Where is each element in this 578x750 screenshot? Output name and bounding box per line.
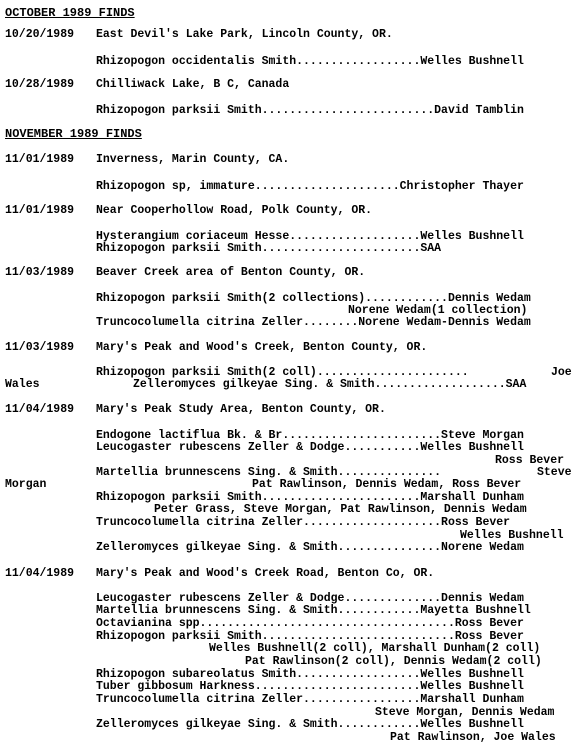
collector-continuation: Peter Grass, Steve Morgan, Pat Rawlinson, Dennis Wedam (154, 503, 527, 516)
collector-continuation: Pat Rawlinson(2 coll), Dennis Wedam(2 coll) (245, 655, 542, 668)
specimen-line: Zelleromyces gilkeyae Sing. & Smith...............Norene Wedam (96, 541, 524, 554)
specimen-line: Truncocolumella citrina Zeller........Norene Wedam-Dennis Wedam (96, 316, 531, 329)
specimen-line: Rhizopogon occidentalis Smith..................Welles Bushnell (96, 55, 524, 68)
collector-continuation: Welles Bushnell (460, 529, 564, 542)
collector-continuation: Ross Bever (495, 454, 565, 467)
entry-date: 10/28/1989 (5, 78, 75, 91)
entry-date: 11/04/1989 (5, 567, 75, 580)
section-heading-november: NOVEMBER 1989 FINDS (5, 127, 142, 141)
entry-location: Beaver Creek area of Benton County, OR. (96, 266, 366, 279)
specimen-line: Leucogaster rubescens Zeller & Dodge...........Welles Bushnell (96, 441, 524, 454)
collector-continuation: Wales (5, 378, 40, 391)
collector-continuation: Morgan (5, 478, 47, 491)
specimen-line: Rhizopogon sp, immature.....................Christopher Thayer (96, 180, 524, 193)
specimen-line: Rhizopogon parksii Smith.......................Marshall Dunham (96, 491, 524, 504)
entry-location: East Devil's Lake Park, Lincoln County, OR. (96, 28, 393, 41)
entry-location: Mary's Peak and Wood's Creek, Benton County, OR. (96, 341, 428, 354)
specimen-line: Zelleromyces gilkeyae Sing. & Smith............Welles Bushnell (96, 718, 524, 731)
specimen-line: Rhizopogon parksii Smith(2 collections)............Dennis Wedam (96, 292, 531, 305)
specimen-line: Truncocolumella citrina Zeller.................Marshall Dunham (96, 693, 524, 706)
entry-location: Inverness, Marin County, CA. (96, 153, 290, 166)
collector-continuation: Pat Rawlinson, Joe Wales (390, 731, 556, 744)
entry-location: Chilliwack Lake, B C, Canada (96, 78, 290, 91)
specimen-line: Octavianina spp.....................................Ross Bever (96, 617, 524, 630)
entry-date: 11/01/1989 (5, 153, 75, 166)
collector-name: Steve (537, 466, 572, 479)
specimen-line: Zelleromyces gilkeyae Sing. & Smith...................SAA (133, 378, 527, 391)
specimen-line: Rhizopogon subareolatus Smith..................Welles Bushnell (96, 668, 524, 681)
specimen-line: Rhizopogon parksii Smith(2 coll)...................... (96, 366, 469, 379)
specimen-line: Endogone lactiflua Bk. & Br.......................Steve Morgan (96, 429, 524, 442)
specimen-line: Rhizopogon parksii Smith............................Ross Bever (96, 630, 524, 643)
specimen-line: Rhizopogon parksii Smith.......................SAA (96, 242, 442, 255)
collector-name: Joe (551, 366, 572, 379)
specimen-line: Tuber gibbosum Harkness........................Welles Bushnell (96, 680, 524, 693)
entry-date: 10/20/1989 (5, 28, 75, 41)
collector-continuation: Welles Bushnell(2 coll), Marshall Dunham(2 coll) (209, 642, 541, 655)
entry-date: 11/03/1989 (5, 341, 75, 354)
collector-continuation: Steve Morgan, Dennis Wedam (375, 706, 555, 719)
specimen-line: Martellia brunnescens Sing. & Smith............... (96, 466, 442, 479)
entry-location: Near Cooperhollow Road, Polk County, OR. (96, 204, 373, 217)
specimen-line: Truncocolumella citrina Zeller....................Ross Bever (96, 516, 511, 529)
entry-location: Mary's Peak and Wood's Creek Road, Benton Co, OR. (96, 567, 435, 580)
collector-continuation: Norene Wedam(1 collection) (348, 304, 528, 317)
specimen-line: Martellia brunnescens Sing. & Smith............Mayetta Bushnell (96, 604, 531, 617)
specimen-line: Rhizopogon parksii Smith.........................David Tamblin (96, 104, 524, 117)
specimen-line: Leucogaster rubescens Zeller & Dodge..............Dennis Wedam (96, 592, 524, 605)
entry-date: 11/03/1989 (5, 266, 75, 279)
entry-date: 11/04/1989 (5, 403, 75, 416)
entry-location: Mary's Peak Study Area, Benton County, OR. (96, 403, 386, 416)
section-heading-october: OCTOBER 1989 FINDS (5, 6, 135, 20)
collector-continuation: Pat Rawlinson, Dennis Wedam, Ross Bever (252, 478, 522, 491)
specimen-line: Hysterangium coriaceum Hesse...................Welles Bushnell (96, 230, 524, 243)
entry-date: 11/01/1989 (5, 204, 75, 217)
